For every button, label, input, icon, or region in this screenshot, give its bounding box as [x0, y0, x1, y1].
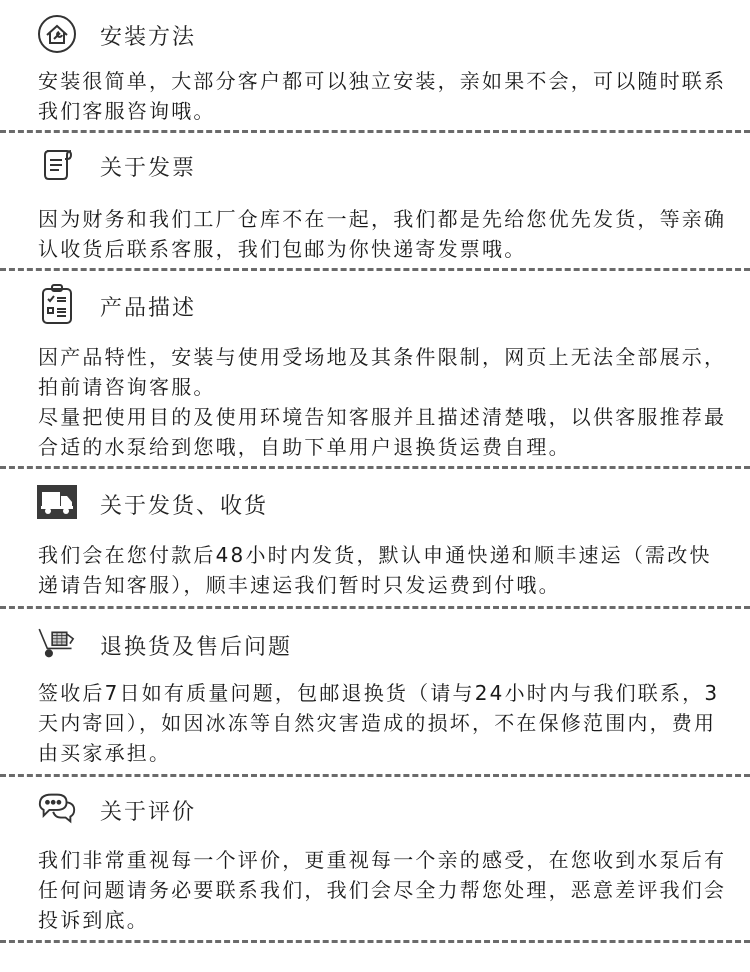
section-header [36, 283, 78, 327]
paragraph: 我们会在您付款后48小时内发货，默认申通快递和顺丰速运（需改快递请告知客服），顺丰速运我们暂时只发运费到付哦。 [38, 543, 712, 597]
divider [0, 774, 750, 777]
divider [0, 130, 750, 133]
section-header [36, 143, 78, 187]
section-title: 安装方法 [100, 25, 197, 50]
section-title: 产品描述 [100, 296, 197, 321]
section-header [36, 786, 78, 830]
section-body [38, 204, 728, 264]
section-title: 关于评价 [100, 800, 197, 825]
chat-bubbles-icon [36, 787, 78, 829]
divider [0, 466, 750, 469]
clipboard-checklist-icon [36, 284, 78, 326]
section-header [36, 480, 78, 524]
delivery-truck-icon [36, 481, 78, 523]
section-title: 退换货及售后问题 [100, 635, 293, 660]
scroll-document-icon [36, 144, 78, 186]
section-body [38, 540, 728, 600]
paragraph: 因为财务和我们工厂仓库不在一起，我们都是先给您优先发货，等亲确认收货后联系客服，我们包邮为你快递寄发票哦。 [38, 207, 727, 261]
paragraph: 安装很简单，大部分客户都可以独立安装，亲如果不会，可以随时联系我们客服咨询哦。 [38, 69, 727, 123]
section-title: 关于发货、收货 [100, 494, 269, 519]
paragraph: 我们非常重视每一个评价，更重视每一个亲的感受，在您收到水泵后有任何问题请务必要联系我们，我们会尽全力帮您处理，恶意差评我们会投诉到底。 [38, 848, 727, 932]
paragraph: 尽量把使用目的及使用环境告知客服并且描述清楚哦，以供客服推荐最合适的水泵给到您哦，自助下单用户退换货运费自理。 [38, 405, 727, 459]
paragraph: 签收后7日如有质量问题，包邮退换货（请与24小时内与我们联系，3天内寄回），如因冰冻等自然灾害造成的损坏，不在保修范围内，费用由买家承担。 [38, 681, 720, 765]
section-body [38, 845, 728, 935]
divider [0, 606, 750, 609]
section-body [38, 66, 728, 126]
house-wrench-icon [36, 13, 78, 55]
hand-truck-icon [36, 621, 78, 663]
paragraph: 因产品特性，安装与使用受场地及其条件限制，网页上无法全部展示，拍前请咨询客服。 [38, 345, 727, 399]
section-title: 关于发票 [100, 156, 197, 181]
divider [0, 268, 750, 271]
section-header [36, 620, 78, 664]
section-body [38, 342, 728, 462]
divider [0, 940, 750, 943]
section-header [36, 12, 78, 56]
section-body [38, 678, 728, 768]
